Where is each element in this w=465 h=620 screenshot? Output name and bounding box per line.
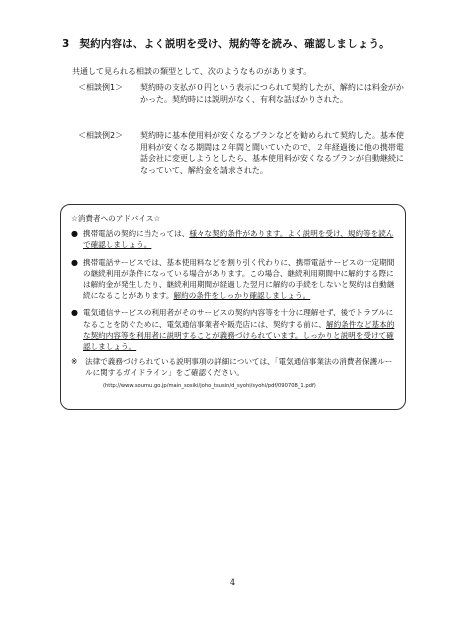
bullet-icon: ● — [71, 308, 78, 318]
advice-text: 携帯電話の契約に当たっては、 — [83, 229, 190, 239]
section-number: 3 — [62, 38, 70, 50]
advice-text: 電気通信サービスの利用者がそのサービスの契約内容等を十分に理解せず、後でトラブルになることを防ぐために、電気通信事業者や販売店には、契約する前に、 — [83, 308, 394, 329]
section-heading — [62, 36, 442, 51]
advice-item — [71, 307, 397, 352]
advice-text-underlined: 解約条件など基本的な契約内容等を利用者に説明することが義務づけられています。しっかりと説明を受けて確認しましょう。 — [83, 319, 395, 352]
bullet-icon: ● — [71, 229, 78, 239]
consultation-case-1 — [78, 82, 408, 105]
advice-box — [60, 204, 406, 410]
advice-text-underlined: 様々な契約条件があります。よく説明を受け、規約等を読んで確認しましょう。 — [83, 229, 394, 250]
advice-item — [71, 257, 397, 302]
advice-item — [71, 228, 397, 250]
page-number: 4 — [229, 578, 236, 587]
case-label: ＜相談例2＞ — [78, 131, 124, 140]
guideline-url: (http://www.soumu.go.jp/main_sosiki/joho_tsusin/d_syohi/syohi/pdf/090708_1.pdf) — [103, 382, 316, 389]
section-title: 契約内容は、よく説明を受け、規約等を読み、確認しましょう。 — [79, 38, 390, 50]
consultation-case-2 — [78, 130, 408, 176]
case-label: ＜相談例1＞ — [78, 83, 124, 92]
note-text: 法律で義務づけられている説明事項の詳細については、「電気通信事業法の消費者保護ルールに関するガイドライン」をご確認ください。 — [85, 357, 393, 378]
advice-title: ☆消費者へのアドバイス☆ — [71, 214, 161, 223]
advice-text-underlined: 解約の条件をしっかり確認しましょう。 — [173, 291, 311, 301]
advice-text: 携帯電話サービスでは、基本使用料などを割り引く代わりに、携帯電話サービスの一定期間の継続利用が条件になっている場合があります。この場合、継続利用期間中に解約する際には解約金が発生したり、継続利用期間が経過した翌月に解約の手続をしないと契約は自動継続になることがあります。 — [83, 257, 395, 301]
note-mark: ※ — [71, 357, 78, 367]
bullet-icon: ● — [71, 257, 78, 267]
advice-note — [71, 356, 397, 378]
intro-text: 共通して見られる相談の類型として、次のようなものがあります。 — [72, 67, 312, 76]
case-body: 契約時に基本使用料が安くなるプランなどを勧められて契約した。基本使用料が安くなる期間は２年間と聞いていたので、２年経過後に他の携帯電話会社に変更しようとしたら、基本使用料が安くなるプランが自動継続になっていて、解約金を請求された。 — [140, 131, 404, 175]
case-body: 契約時の支払が０円という表示につられて契約したが、解約には料金がかかった。契約時には説明がなく、有利な話ばかりされた。 — [140, 83, 404, 104]
